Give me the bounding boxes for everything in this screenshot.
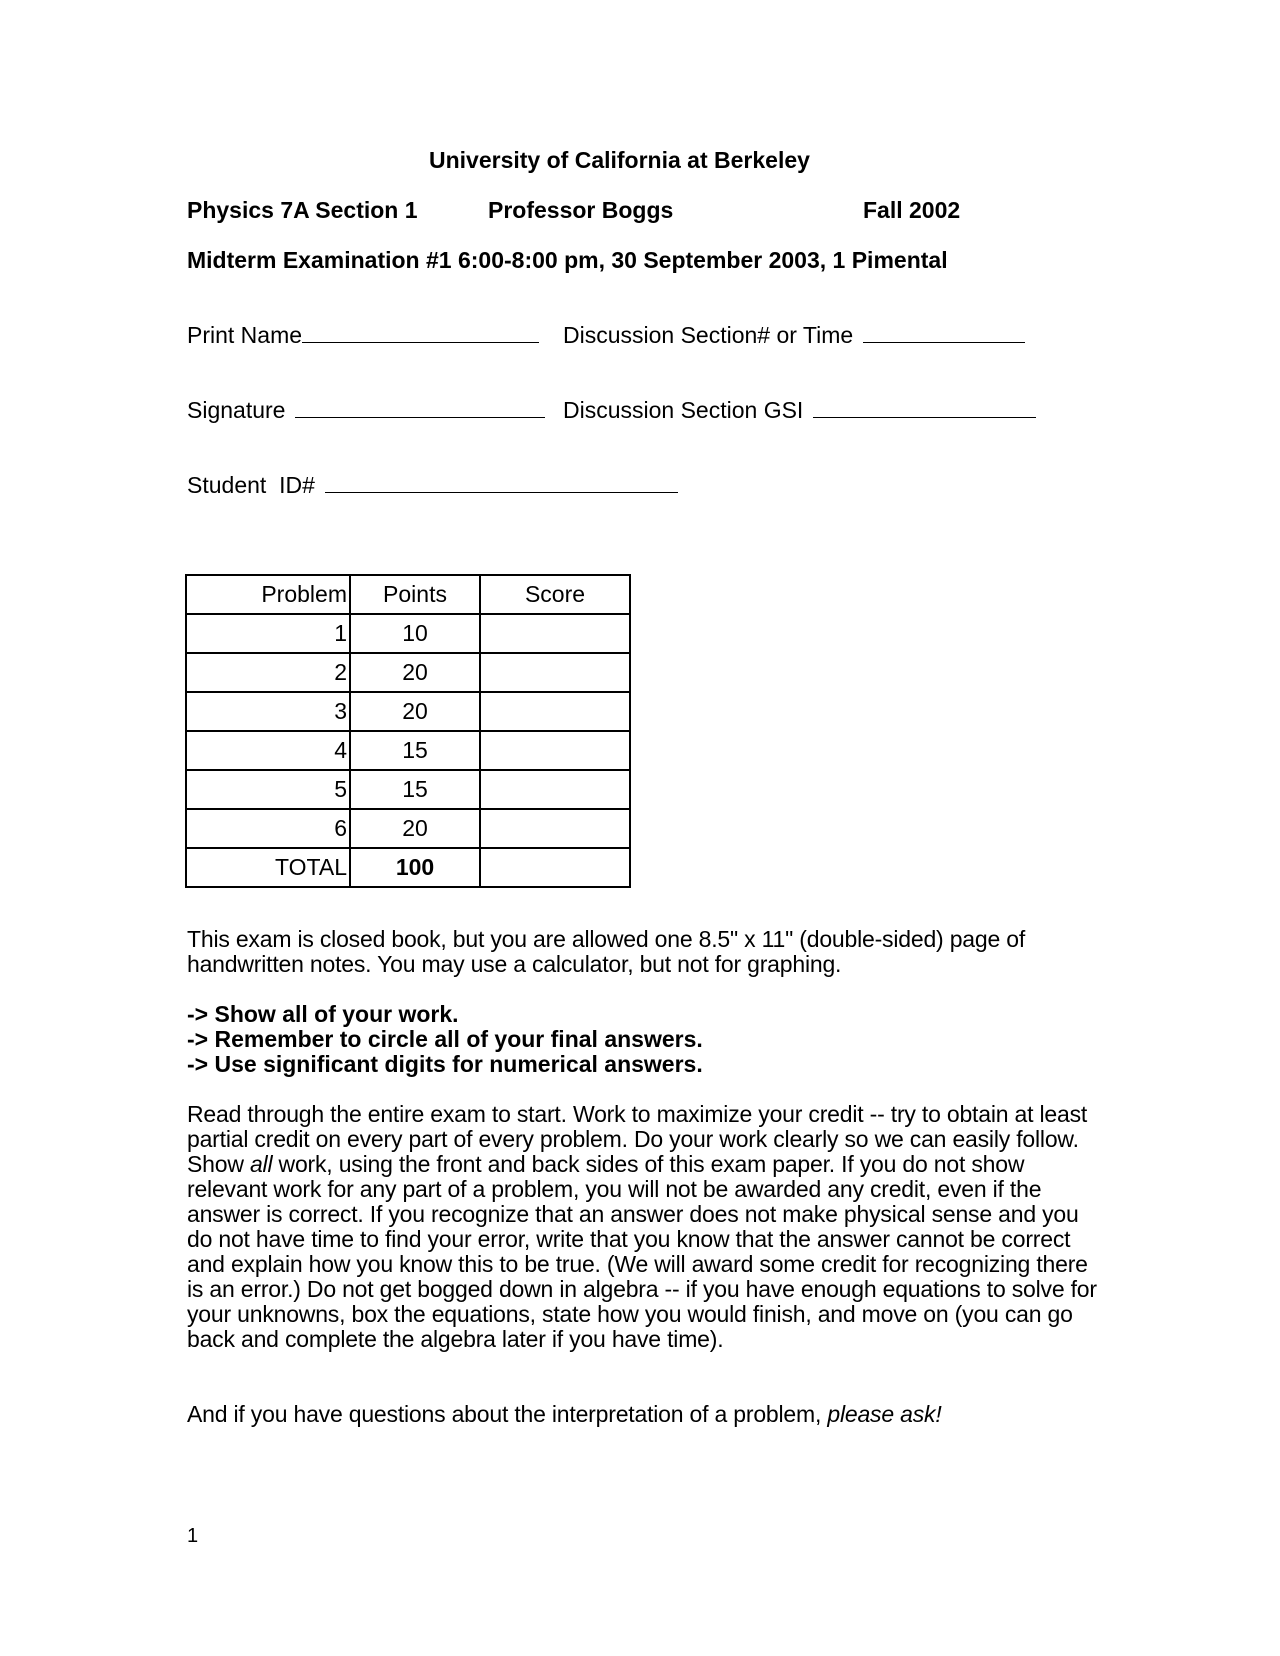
signature-line: [295, 399, 545, 418]
signature-field: [187, 397, 545, 424]
score-table: [185, 574, 631, 888]
problem-score: [480, 809, 630, 848]
table-row: [186, 809, 630, 848]
table-row: [186, 614, 630, 653]
gsi-label: Discussion Section GSI: [563, 397, 804, 423]
problem-points: 20: [350, 653, 480, 692]
page-number: 1: [187, 1525, 199, 1547]
instructions-body-italic: all: [249, 1151, 273, 1177]
rule-significant-digits: -> Use significant digits for numerical answers.: [187, 1051, 703, 1077]
problem-score: [480, 770, 630, 809]
header-score: Score: [480, 575, 630, 614]
exam-intro: This exam is closed book, but you are allowed one 8.5" x 11" (double-sided) page of handwritten notes. You may use a calculator, but not for graphing.: [187, 926, 1026, 977]
table-row: [186, 731, 630, 770]
problem-score: [480, 731, 630, 770]
problem-score: [480, 653, 630, 692]
problem-number: 1: [186, 614, 350, 653]
header-points: Points: [350, 575, 480, 614]
discussion-section-label: Discussion Section# or Time: [563, 322, 854, 348]
problem-number: 3: [186, 692, 350, 731]
course-title: Physics 7A Section 1: [187, 197, 418, 223]
student-id-line: [325, 474, 678, 493]
closing-text: And if you have questions about the interpretation of a problem,: [187, 1401, 828, 1427]
closing-italic: please ask!: [827, 1401, 942, 1427]
print-name-line: [302, 324, 539, 343]
discussion-section-field: [563, 322, 1025, 349]
signature-label: Signature: [187, 397, 286, 423]
instructions-body-part2: work, using the front and back sides of this exam paper. If you do not show relevant work for any part of a problem, you will not be awarded any credit, even if the answer is correct. If you recognize that an answer does not make physical sense and you do not have time to find your error, write that you know that the answer cannot be correct and explain how you know this to be true. (We will award some credit for recognizing there is an error.) Do not get bogged down in algebra -- if you have enough equations to solve for your unknowns, box the equations, state how you would finish, and move on (you can go back and complete the algebra later if you have time).: [187, 1151, 1097, 1352]
rule-circle-answers: -> Remember to circle all of your final answers.: [187, 1026, 703, 1052]
student-id-label: Student ID#: [187, 472, 315, 498]
table-row: [186, 692, 630, 731]
rule-show-work: -> Show all of your work.: [187, 1001, 459, 1027]
problem-number: 2: [186, 653, 350, 692]
table-row: [186, 770, 630, 809]
problem-points: 15: [350, 770, 480, 809]
print-name-label: Print Name: [187, 322, 303, 348]
university-title: University of California at Berkeley: [429, 147, 810, 173]
gsi-line: [813, 399, 1036, 418]
gsi-field: [563, 397, 1036, 424]
problem-number: 4: [186, 731, 350, 770]
print-name-field: [187, 322, 539, 349]
problem-points: 10: [350, 614, 480, 653]
problem-number: 5: [186, 770, 350, 809]
problem-number: 6: [186, 809, 350, 848]
problem-points: 20: [350, 809, 480, 848]
student-id-field: [187, 472, 678, 499]
problem-score: [480, 614, 630, 653]
exam-instructions-body: [187, 1102, 1097, 1352]
total-points: 100: [350, 848, 480, 887]
table-total-row: [186, 848, 630, 887]
table-row: [186, 653, 630, 692]
professor-name: Professor Boggs: [488, 197, 674, 223]
discussion-section-line: [863, 324, 1025, 343]
total-score: [480, 848, 630, 887]
problem-points: 15: [350, 731, 480, 770]
total-label: TOTAL: [186, 848, 350, 887]
term: Fall 2002: [863, 197, 961, 223]
problem-score: [480, 692, 630, 731]
exam-title: Midterm Examination #1 6:00-8:00 pm, 30 September 2003, 1 Pimental: [187, 247, 948, 273]
closing-note: [187, 1402, 1097, 1427]
header-problem: Problem: [186, 575, 350, 614]
table-header-row: [186, 575, 630, 614]
instructions-body-part1: Read through the entire exam to start. Work to maximize your credit -- try to obtain at least partial credit on every part of every problem. Do your work clearly so we can easily follow. Show: [187, 1101, 1088, 1177]
problem-points: 20: [350, 692, 480, 731]
exam-rules: [187, 1002, 703, 1077]
